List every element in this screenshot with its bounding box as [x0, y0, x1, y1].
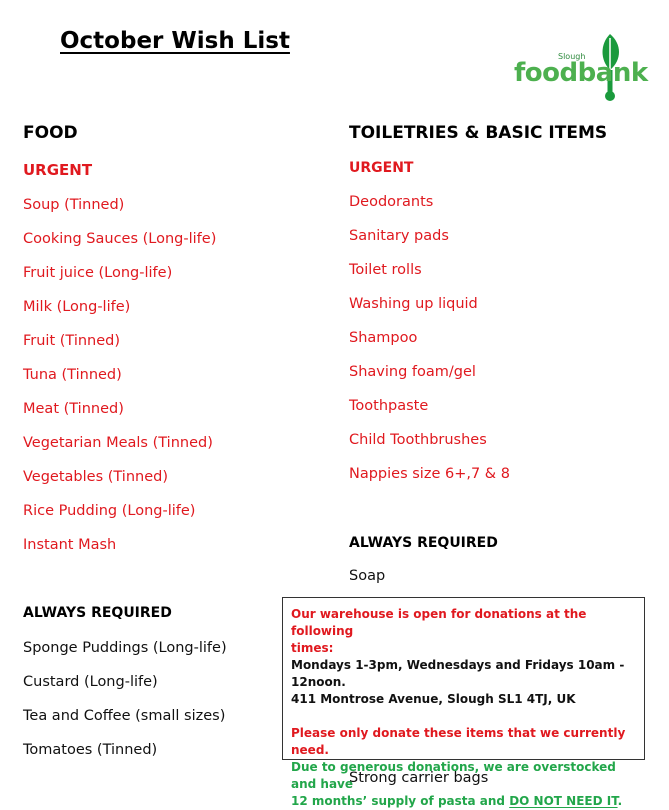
- food-always-heading: ALWAYS REQUIRED: [23, 605, 172, 621]
- notice-hours: Mondays 1-3pm, Wednesdays and Fridays 10am - 12noon.: [291, 658, 625, 689]
- notice-line: times:: [291, 641, 334, 655]
- list-item: Sanitary pads: [349, 228, 449, 244]
- notice-line: Due to generous donations, we are overstocked and have: [291, 760, 616, 791]
- page-title: October Wish List: [60, 28, 290, 54]
- list-item: Fruit (Tinned): [23, 333, 121, 349]
- toiletries-urgent-heading: URGENT: [349, 160, 414, 176]
- list-item: Fruit juice (Long-life): [23, 265, 173, 281]
- list-item: Tea and Coffee (small sizes): [23, 708, 226, 724]
- toiletries-always-heading: ALWAYS REQUIRED: [349, 535, 498, 551]
- list-item: Nappies size 6+,7 & 8: [349, 466, 510, 482]
- list-item: Shampoo: [349, 330, 418, 346]
- list-item: Vegetarian Meals (Tinned): [23, 435, 213, 451]
- list-item: Toilet rolls: [349, 262, 422, 278]
- list-item: Rice Pudding (Long-life): [23, 503, 196, 519]
- list-item: Sponge Puddings (Long-life): [23, 640, 227, 656]
- list-item: Instant Mash: [23, 537, 117, 553]
- notice-line: Our warehouse is open for donations at the following: [291, 607, 587, 638]
- list-item: Tomatoes (Tinned): [23, 742, 158, 758]
- list-item: Strong carrier bags: [349, 770, 489, 786]
- foodbank-logo: [512, 30, 648, 106]
- notice-line: 12 months’ supply of pasta and DO NOT NEED IT.: [291, 794, 623, 808]
- food-heading: FOOD: [23, 123, 78, 143]
- list-item: Vegetables (Tinned): [23, 469, 168, 485]
- logo-town: Slough: [558, 52, 586, 61]
- list-item: Cooking Sauces (Long-life): [23, 231, 217, 247]
- list-item: Child Toothbrushes: [349, 432, 487, 448]
- list-item: Shaving foam/gel: [349, 364, 476, 380]
- list-item: Milk (Long-life): [23, 299, 131, 315]
- list-item: Meat (Tinned): [23, 401, 124, 417]
- list-item: Soup (Tinned): [23, 197, 125, 213]
- list-item: Soap: [349, 568, 386, 584]
- list-item: Toothpaste: [349, 398, 429, 414]
- list-item: Washing up liquid: [349, 296, 478, 312]
- notice-address: 411 Montrose Avenue, Slough SL1 4TJ, UK: [291, 692, 576, 706]
- notice-line: Please only donate these items that we currently need.: [291, 726, 626, 757]
- food-urgent-heading: URGENT: [23, 161, 93, 179]
- logo-wordmark: foodbank: [514, 58, 648, 88]
- list-item: Tuna (Tinned): [23, 367, 122, 383]
- toiletries-heading: TOILETRIES & BASIC ITEMS: [349, 123, 608, 143]
- list-item: Deodorants: [349, 194, 434, 210]
- do-not-need-it: DO NOT NEED IT: [509, 794, 618, 808]
- list-item: Custard (Long-life): [23, 674, 158, 690]
